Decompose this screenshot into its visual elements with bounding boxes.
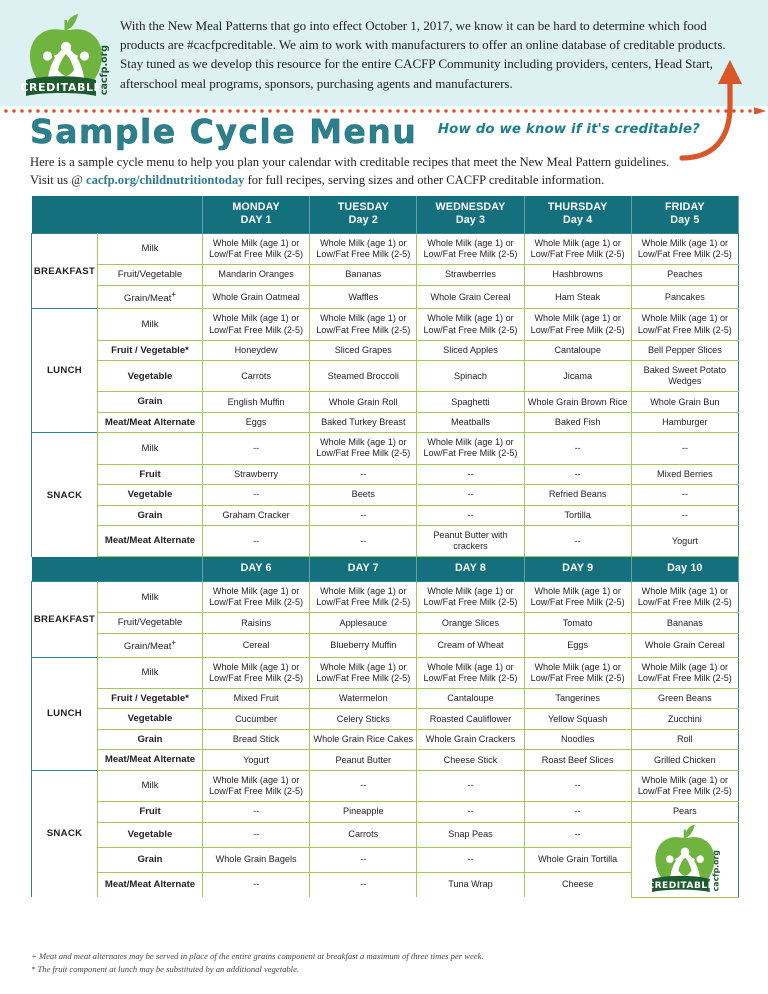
menu-cell[interactable]: Orange Slices	[417, 613, 524, 634]
table-row	[32, 265, 739, 286]
menu-cell[interactable]: Ham Steak	[524, 285, 631, 309]
menu-cell[interactable]: Whole Grain Oatmeal	[203, 285, 310, 309]
menu-cell[interactable]: Baked Sweet Potato Wedges	[631, 361, 738, 392]
cacfp-website-link[interactable]: cacfp.org/childnutritiontoday	[85, 172, 245, 187]
menu-cell[interactable]: Waffles	[310, 285, 417, 309]
menu-cell[interactable]: Mixed Berries	[631, 464, 738, 485]
svg-text:cacfp.org: cacfp.org	[711, 849, 721, 891]
menu-cell[interactable]: --	[203, 433, 310, 464]
table-row	[32, 688, 739, 709]
menu-cell[interactable]: Whole Milk (age 1) or Low/Fat Free Milk (2-5)	[417, 582, 524, 613]
day-header-weekday: FRIDAY	[664, 201, 705, 213]
component-label: Fruit/Vegetable	[98, 265, 203, 286]
menu-cell[interactable]: Bell Pepper Slices	[631, 340, 738, 361]
day-header-2-week2[interactable]	[310, 557, 417, 582]
menu-cell[interactable]: Whole Milk (age 1) or Low/Fat Free Milk (2-5)	[631, 657, 738, 688]
component-label: Milk	[98, 582, 203, 613]
menu-cell[interactable]: Zucchini	[631, 709, 738, 730]
day-header-1-week2[interactable]	[203, 557, 310, 582]
menu-cell[interactable]: Whole Milk (age 1) or Low/Fat Free Milk (2-5)	[524, 657, 631, 688]
menu-cell[interactable]: Applesauce	[310, 613, 417, 634]
banner-paragraph: With the New Meal Patterns that go into effect October 1, 2017, we know it can be hard to determine which food products are #cacfpcreditable. We aim to work with manufacturers to offer an online database of creditable products. Stay tuned as we develop this resource for the entire CACFP Community including providers, centers, Head Start, afterschool meal programs, sponsors, purchasing agents and manufacturers.	[120, 18, 726, 91]
day-header-weekday: THURSDAY	[547, 201, 608, 213]
menu-cell[interactable]: Whole Milk (age 1) or Low/Fat Free Milk (2-5)	[310, 309, 417, 340]
day-header-4-week1[interactable]	[524, 196, 631, 234]
menu-cell[interactable]: Hamburger	[631, 412, 738, 433]
table-row	[32, 582, 739, 613]
menu-cell[interactable]: Steamed Broccoli	[310, 361, 417, 392]
menu-cell[interactable]: Whole Grain Roll	[310, 392, 417, 413]
component-label: Meat/Meat Alternate	[98, 750, 203, 771]
component-label: Vegetable	[98, 361, 203, 392]
apple-logo-icon	[642, 823, 728, 897]
menu-cell[interactable]: Noodles	[524, 729, 631, 750]
menu-cell[interactable]: Sliced Grapes	[310, 340, 417, 361]
table-row	[32, 802, 739, 823]
component-label: Vegetable	[98, 485, 203, 506]
lead-line-2-pre: Visit us @	[30, 172, 86, 187]
day-header-weekday: TUESDAY	[337, 201, 389, 213]
table-row	[32, 361, 739, 392]
component-label: Grain	[98, 505, 203, 526]
table-row	[32, 234, 739, 265]
menu-cell[interactable]: Whole Milk (age 1) or Low/Fat Free Milk (2-5)	[203, 234, 310, 265]
table-row	[32, 822, 739, 847]
cycle-menu-table	[31, 196, 739, 898]
table-row	[32, 464, 739, 485]
menu-cell[interactable]: Cheese	[524, 872, 631, 897]
menu-cell[interactable]: --	[310, 770, 417, 801]
menu-cell[interactable]: Bananas	[310, 265, 417, 286]
menu-cell[interactable]: --	[631, 433, 738, 464]
component-label: Milk	[98, 309, 203, 340]
meal-label-lunch-week1: LUNCH	[32, 309, 98, 433]
day-header-weekday: WEDNESDAY	[435, 201, 506, 213]
menu-cell[interactable]: Hashbrowns	[524, 265, 631, 286]
day-header-3-week2[interactable]	[417, 557, 524, 582]
menu-cell[interactable]: Sliced Apples	[417, 340, 524, 361]
menu-cell[interactable]: Cream of Wheat	[417, 633, 524, 657]
menu-cell[interactable]: Blueberry Muffin	[310, 633, 417, 657]
menu-cell[interactable]: Cereal	[203, 633, 310, 657]
menu-cell[interactable]: Whole Milk (age 1) or Low/Fat Free Milk (2-5)	[310, 234, 417, 265]
component-label: Milk	[98, 770, 203, 801]
menu-cell[interactable]: --	[524, 770, 631, 801]
lead-paragraph	[30, 154, 768, 190]
header-blank-meal	[32, 196, 98, 234]
day-header-daynum: DAY 8	[454, 562, 486, 575]
cacfp-creditable-logo-table	[631, 822, 738, 897]
menu-cell[interactable]: Strawberries	[417, 265, 524, 286]
menu-cell[interactable]: Tangerines	[524, 688, 631, 709]
component-label: Grain	[98, 392, 203, 413]
menu-cell[interactable]: Tuna Wrap	[417, 872, 524, 897]
menu-cell[interactable]: Roasted Cauliflower	[417, 709, 524, 730]
component-label: Fruit / Vegetable*	[98, 340, 203, 361]
menu-cell[interactable]: Eggs	[524, 633, 631, 657]
meal-label-lunch-week2: LUNCH	[32, 657, 98, 770]
menu-cell[interactable]: Whole Milk (age 1) or Low/Fat Free Milk (2-5)	[524, 309, 631, 340]
menu-cell[interactable]: Watermelon	[310, 688, 417, 709]
footnote-marker: +	[171, 637, 177, 647]
table-row	[32, 505, 739, 526]
footnote-star: * The fruit component at lunch may be substituted by an additional vegetable.	[31, 964, 300, 975]
table-row	[32, 340, 739, 361]
menu-cell[interactable]: Whole Milk (age 1) or Low/Fat Free Milk (2-5)	[203, 582, 310, 613]
meal-label-snack-week1: SNACK	[32, 433, 98, 557]
header-blank-component	[98, 196, 203, 234]
menu-cell[interactable]: --	[417, 847, 524, 872]
component-label: Fruit	[98, 802, 203, 823]
header-blank-meal	[32, 557, 98, 582]
menu-cell[interactable]: Whole Milk (age 1) or Low/Fat Free Milk (2-5)	[631, 234, 738, 265]
menu-cell[interactable]: Yogurt	[631, 526, 738, 557]
day-header-row	[32, 557, 739, 582]
menu-cell[interactable]: Bananas	[631, 613, 738, 634]
day-header-daynum: Day 4	[563, 214, 593, 227]
menu-cell[interactable]: Whole Milk (age 1) or Low/Fat Free Milk (2-5)	[417, 657, 524, 688]
menu-cell[interactable]: Whole Grain Cereal	[631, 633, 738, 657]
menu-cell[interactable]: Pineapple	[310, 802, 417, 823]
menu-cell[interactable]: Baked Fish	[524, 412, 631, 433]
component-label: Grain	[98, 729, 203, 750]
menu-cell[interactable]: --	[203, 872, 310, 897]
menu-cell[interactable]: Cheese Stick	[417, 750, 524, 771]
menu-cell[interactable]: --	[310, 847, 417, 872]
lead-line-1: Here is a sample cycle menu to help you plan your calendar with creditable recipes that meet the New Meal Pattern guidelines.	[30, 155, 670, 169]
page-tagline: How do we know if it's creditable?	[437, 122, 700, 137]
table-row	[32, 526, 739, 557]
day-header-daynum: Day 2	[348, 214, 378, 227]
menu-cell[interactable]: --	[310, 464, 417, 485]
menu-cell[interactable]: Whole Milk (age 1) or Low/Fat Free Milk (2-5)	[417, 309, 524, 340]
header-blank-component	[98, 557, 203, 582]
component-label: Grain/Meat+	[98, 285, 203, 309]
menu-cell[interactable]: Whole Grain Crackers	[417, 729, 524, 750]
menu-cell[interactable]: Whole Grain Brown Rice	[524, 392, 631, 413]
menu-cell[interactable]: --	[631, 505, 738, 526]
footnote-marker: +	[171, 289, 177, 299]
menu-cell[interactable]: Whole Milk (age 1) or Low/Fat Free Milk (2-5)	[524, 582, 631, 613]
menu-cell[interactable]: Peaches	[631, 265, 738, 286]
component-label: Fruit	[98, 464, 203, 485]
menu-cell[interactable]: Whole Grain Rice Cakes	[310, 729, 417, 750]
component-label: Meat/Meat Alternate	[98, 872, 203, 897]
menu-cell[interactable]: Whole Milk (age 1) or Low/Fat Free Milk (2-5)	[631, 309, 738, 340]
component-label: Milk	[98, 657, 203, 688]
menu-cell[interactable]: Pancakes	[631, 285, 738, 309]
component-label: Milk	[98, 433, 203, 464]
logo-ribbon-text: CREDITABLE	[20, 81, 102, 94]
page-title: Sample Cycle Menu	[30, 112, 418, 151]
component-label: Milk	[98, 234, 203, 265]
component-label: Vegetable	[98, 822, 203, 847]
menu-cell[interactable]: Pears	[631, 802, 738, 823]
menu-cell[interactable]: Whole Milk (age 1) or Low/Fat Free Milk (2-5)	[524, 234, 631, 265]
menu-cell[interactable]: Whole Grain Tortilla	[524, 847, 631, 872]
menu-cell[interactable]: Whole Milk (age 1) or Low/Fat Free Milk (2-5)	[310, 657, 417, 688]
menu-cell[interactable]: Yogurt	[203, 750, 310, 771]
day-header-daynum: Day 3	[455, 214, 486, 227]
menu-cell[interactable]: Eggs	[203, 412, 310, 433]
day-header-row	[32, 196, 739, 234]
menu-cell[interactable]: Jicama	[524, 361, 631, 392]
table-row	[32, 613, 739, 634]
menu-cell[interactable]: Spaghetti	[417, 392, 524, 413]
menu-cell[interactable]: Raisins	[203, 613, 310, 634]
menu-cell[interactable]: Grilled Chicken	[631, 750, 738, 771]
menu-cell[interactable]: --	[524, 526, 631, 557]
day-header-3-week1[interactable]	[417, 196, 524, 234]
menu-cell[interactable]: Tomato	[524, 613, 631, 634]
menu-cell[interactable]: Whole Grain Cereal	[417, 285, 524, 309]
table-row	[32, 709, 739, 730]
cycle-menu-table-wrap	[31, 196, 738, 898]
menu-cell[interactable]: Cantaloupe	[417, 688, 524, 709]
table-row	[32, 433, 739, 464]
table-row	[32, 309, 739, 340]
day-header-weekday: MONDAY	[232, 201, 280, 213]
menu-cell[interactable]: Roast Beef Slices	[524, 750, 631, 771]
cacfp-creditable-logo	[18, 12, 114, 100]
menu-cell[interactable]: Whole Grain Bagels	[203, 847, 310, 872]
menu-cell[interactable]: Whole Milk (age 1) or Low/Fat Free Milk (2-5)	[310, 582, 417, 613]
table-row	[32, 770, 739, 801]
menu-cell[interactable]: --	[631, 485, 738, 506]
day-header-daynum: DAY 6	[240, 562, 272, 575]
menu-cell[interactable]: --	[310, 505, 417, 526]
menu-cell[interactable]: Bread Stick	[203, 729, 310, 750]
menu-cell[interactable]: Mixed Fruit	[203, 688, 310, 709]
menu-cell[interactable]: --	[524, 802, 631, 823]
component-label: Fruit / Vegetable*	[98, 688, 203, 709]
table-row	[32, 633, 739, 657]
meal-label-breakfast-week1: BREAKFAST	[32, 234, 98, 309]
component-label: Meat/Meat Alternate	[98, 526, 203, 557]
header-banner	[0, 0, 768, 106]
component-label: Grain/Meat+	[98, 633, 203, 657]
menu-cell[interactable]: Whole Milk (age 1) or Low/Fat Free Milk (2-5)	[203, 309, 310, 340]
table-row	[32, 485, 739, 506]
day-header-daynum: DAY 9	[562, 562, 594, 575]
day-header-daynum: Day 5	[670, 214, 700, 227]
menu-cell[interactable]: --	[524, 822, 631, 847]
day-header-2-week1[interactable]	[310, 196, 417, 234]
menu-cell[interactable]: Carrots	[310, 822, 417, 847]
lead-line-2-post: for full recipes, serving sizes and other CACFP creditable information.	[244, 172, 605, 187]
menu-cell[interactable]: Whole Milk (age 1) or Low/Fat Free Milk (2-5)	[203, 770, 310, 801]
menu-cell[interactable]: --	[417, 802, 524, 823]
menu-cell[interactable]: Peanut Butter	[310, 750, 417, 771]
menu-cell[interactable]: Tortilla	[524, 505, 631, 526]
logo-vertical-text: cacfp.org	[99, 44, 110, 96]
svg-text:CREDITABLE: CREDITABLE	[647, 880, 715, 891]
menu-cell[interactable]: --	[203, 822, 310, 847]
menu-cell[interactable]: Whole Milk (age 1) or Low/Fat Free Milk (2-5)	[631, 582, 738, 613]
menu-cell[interactable]: Whole Milk (age 1) or Low/Fat Free Milk (2-5)	[203, 657, 310, 688]
menu-cell[interactable]: --	[310, 872, 417, 897]
menu-cell[interactable]: Whole Milk (age 1) or Low/Fat Free Milk (2-5)	[417, 433, 524, 464]
menu-cell[interactable]: --	[203, 802, 310, 823]
menu-cell[interactable]: Cantaloupe	[524, 340, 631, 361]
table-row	[32, 729, 739, 750]
day-header-4-week2[interactable]	[524, 557, 631, 582]
menu-cell[interactable]: Meatballs	[417, 412, 524, 433]
menu-cell[interactable]: Carrots	[203, 361, 310, 392]
menu-cell[interactable]: Whole Milk (age 1) or Low/Fat Free Milk (2-5)	[310, 433, 417, 464]
menu-cell[interactable]: --	[524, 433, 631, 464]
day-header-daynum: DAY 7	[347, 562, 379, 575]
menu-cell[interactable]: Cucumber	[203, 709, 310, 730]
day-header-daynum: DAY 1	[240, 214, 272, 227]
menu-cell[interactable]: Honeydew	[203, 340, 310, 361]
menu-cell[interactable]: Celery Sticks	[310, 709, 417, 730]
component-label: Meat/Meat Alternate	[98, 412, 203, 433]
menu-cell[interactable]: Yellow Squash	[524, 709, 631, 730]
footnote-plus: + Meat and meat alternates may be served in place of the entire grains component at breakfast a maximum of three times per week.	[31, 951, 484, 961]
apple-logo-icon	[18, 12, 114, 102]
day-header-5-week2[interactable]	[631, 557, 738, 582]
component-label: Vegetable	[98, 709, 203, 730]
menu-cell[interactable]: --	[203, 485, 310, 506]
menu-cell[interactable]: --	[310, 526, 417, 557]
table-row	[32, 392, 739, 413]
menu-cell[interactable]: Strawberry	[203, 464, 310, 485]
title-section	[0, 106, 768, 188]
menu-cell[interactable]: Refried Beans	[524, 485, 631, 506]
menu-cell[interactable]: Graham Cracker	[203, 505, 310, 526]
menu-cell[interactable]: Snap Peas	[417, 822, 524, 847]
menu-cell[interactable]: Whole Grain Bun	[631, 392, 738, 413]
menu-cell[interactable]: English Muffin	[203, 392, 310, 413]
menu-cell[interactable]: Whole Milk (age 1) or Low/Fat Free Milk (2-5)	[417, 234, 524, 265]
component-label: Fruit/Vegetable	[98, 613, 203, 634]
day-header-daynum: Day 10	[667, 562, 703, 575]
menu-cell[interactable]: --	[417, 770, 524, 801]
component-label: Grain	[98, 847, 203, 872]
table-row	[32, 285, 739, 309]
meal-label-breakfast-week2: BREAKFAST	[32, 582, 98, 657]
menu-cell[interactable]: --	[524, 464, 631, 485]
menu-cell[interactable]: Baked Turkey Breast	[310, 412, 417, 433]
table-row	[32, 412, 739, 433]
menu-cell[interactable]: Whole Milk (age 1) or Low/Fat Free Milk (2-5)	[631, 770, 738, 801]
menu-cell[interactable]: Peanut Butter with crackers	[417, 526, 524, 557]
footnotes	[31, 950, 651, 977]
menu-cell[interactable]: Beets	[310, 485, 417, 506]
menu-cell[interactable]: --	[417, 505, 524, 526]
menu-cell[interactable]: --	[417, 485, 524, 506]
meal-label-snack-week2: SNACK	[32, 770, 98, 897]
menu-cell[interactable]: Mandarin Oranges	[203, 265, 310, 286]
table-row	[32, 750, 739, 771]
day-header-1-week1[interactable]	[203, 196, 310, 234]
menu-cell[interactable]: Green Beans	[631, 688, 738, 709]
menu-cell[interactable]: Roll	[631, 729, 738, 750]
lead-line-2	[30, 172, 768, 190]
table-row	[32, 657, 739, 688]
menu-cell[interactable]: --	[203, 526, 310, 557]
menu-cell[interactable]: --	[417, 464, 524, 485]
day-header-5-week1[interactable]	[631, 196, 738, 234]
menu-cell[interactable]: Spinach	[417, 361, 524, 392]
